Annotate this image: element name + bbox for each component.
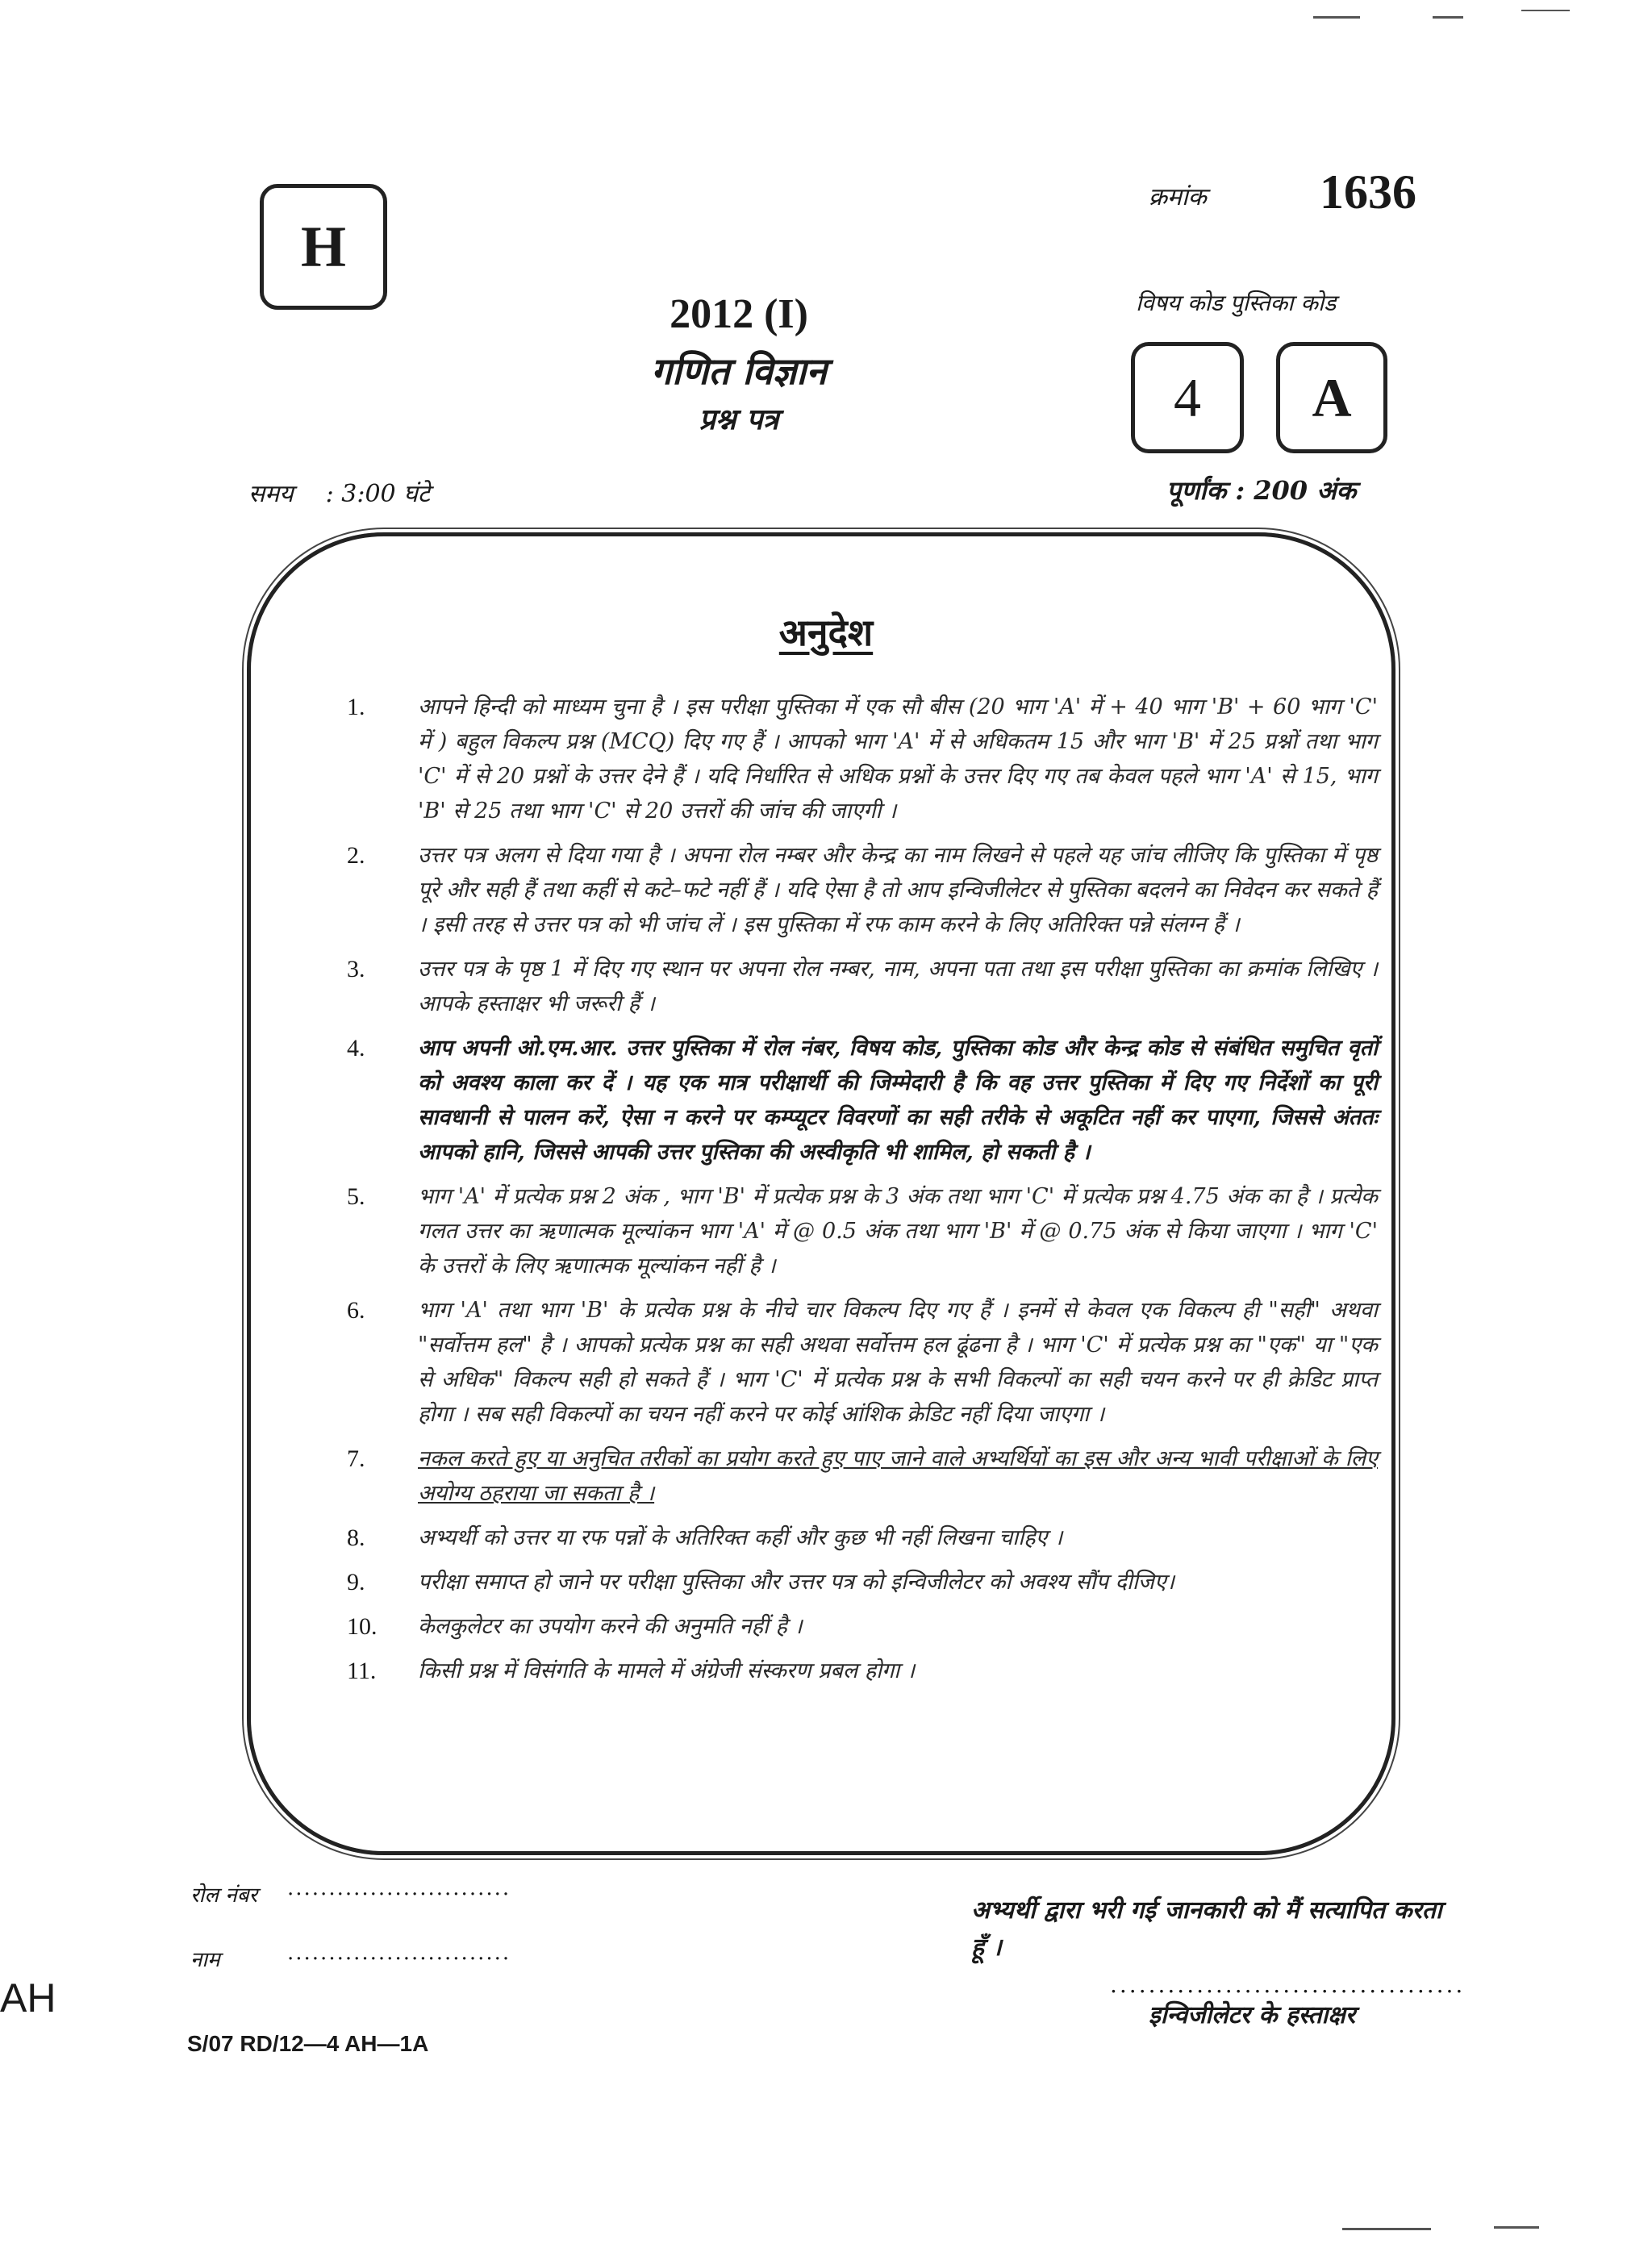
instruction-number: 1. bbox=[347, 694, 365, 720]
instruction-number: 11. bbox=[347, 1658, 377, 1684]
roll-number-label: रोल नंबर bbox=[190, 1883, 258, 1908]
instruction-number: 9. bbox=[347, 1569, 365, 1595]
scan-mark bbox=[1313, 16, 1360, 19]
instruction-number: 6. bbox=[347, 1297, 365, 1324]
instruction-item bbox=[347, 690, 1378, 828]
max-marks: पूर्णांक : 200 अंक bbox=[1166, 475, 1357, 506]
exam-year: 2012 (I) bbox=[670, 291, 808, 337]
instruction-text: किसी प्रश्न में विसंगति के मामले में अंग्रेजी संस्करण प्रबल होगा । bbox=[418, 1658, 916, 1683]
side-code: AH bbox=[0, 1975, 56, 2021]
instruction-text: उत्तर पत्र के पृष्ठ 1 में दिए गए स्थान पर अपना रोल नम्बर, नाम, अपना पता तथा इस परीक्षा पुस्तिका का क्रमांक लिखिए । आपके हस्ताक्षर भी जरूरी हैं । bbox=[418, 957, 1378, 1016]
instruction-item bbox=[347, 1179, 1378, 1283]
instruction-item bbox=[347, 1565, 1378, 1599]
subject-code: 4 bbox=[1174, 367, 1201, 428]
instruction-text: भाग 'A' में प्रत्येक प्रश्न 2 अंक , भाग 'B' में प्रत्येक प्रश्न के 3 अंक तथा भाग 'C' में प्रत्येक प्रश्न 4.75 अंक का है । प्रत्येक गलत उत्तर का ऋणात्मक मूल्यांकन भाग 'A' में @ 0.5 अंक तथा भाग 'B' में @ 0.75 अंक से किया जाएगा । भाग 'C' के उत्तरों के लिए ऋणात्मक मूल्यांकन नहीं है । bbox=[418, 1184, 1378, 1278]
instruction-number: 10. bbox=[347, 1613, 378, 1640]
instruction-item bbox=[347, 1654, 1378, 1688]
instruction-number: 5. bbox=[347, 1183, 365, 1210]
instruction-text: अभ्यर्थी को उत्तर या रफ पन्नों के अतिरिक्त कहीं और कुछ भी नहीं लिखना चाहिए । bbox=[418, 1525, 1063, 1550]
time-label: समय bbox=[248, 480, 294, 508]
name-label: नाम bbox=[190, 1948, 220, 1972]
instruction-item bbox=[347, 952, 1378, 1021]
instruction-item bbox=[347, 1609, 1378, 1644]
scan-mark bbox=[1342, 2228, 1431, 2230]
instruction-text: आपने हिन्दी को माध्यम चुना है । इस परीक्षा पुस्तिका में एक सौ बीस (20 भाग 'A' में + 40 भाग 'B' + 60 भाग 'C' में ) बहुल विकल्प प्रश्न (MCQ) दिए गए हैं । आपको भाग 'A' में से अधिकतम 15 और भाग 'B' में 25 प्रश्नों तथा भाग 'C' में से 20 प्रश्नों के उत्तर देने हैं । यदि निर्धारित से अधिक प्रश्नों के उत्तर दिए गए तब केवल पहले भाग 'A' से 15, भाग 'B' से 25 तथा भाग 'C' से 20 उत्तरों की जांच की जाएगी । bbox=[418, 694, 1378, 824]
instruction-number: 2. bbox=[347, 842, 365, 869]
invigilator-declaration: अभ्यर्थी द्वारा भरी गई जानकारी को मैं सत्यापित करता हूँ । bbox=[971, 1896, 1442, 1962]
scan-mark bbox=[1521, 10, 1570, 11]
time-value: : 3:00 घंटे bbox=[325, 480, 431, 508]
roll-number-field: ........................... bbox=[287, 1876, 511, 1900]
instruction-item bbox=[347, 1441, 1378, 1511]
instruction-number: 4. bbox=[347, 1035, 365, 1061]
invigilator-signature-label: इन्विजीलेटर के हस्ताक्षर bbox=[1149, 2001, 1356, 2029]
instruction-text: आप अपनी ओ.एम.आर. उत्तर पुस्तिका में रोल नंबर, विषय कोड, पुस्तिका कोड और केन्द्र कोड से संबंधित समुचित वृतों को अवश्य काला कर दें । यह एक मात्र परीक्षार्थी की जिम्मेदारी है कि वह उत्तर पुस्तिका में दिए गए निर्देशों का पूरी सावधानी से पालन करें, ऐसा न करने पर कम्प्यूटर विवरणों का सही तरीके से अकूटित नहीं कर पाएगा, जिससे अंततः आपको हानि, जिससे आपकी उत्तर पुस्तिका की अस्वीकृति भी शामिल, हो सकती है । bbox=[418, 1036, 1378, 1165]
signature-line: ..................................... bbox=[1110, 1971, 1466, 1998]
serial-label: क्रमांक bbox=[1149, 183, 1207, 211]
instructions-heading: अनुदेश bbox=[778, 611, 874, 654]
exam-paper: प्रश्न पत्र bbox=[699, 402, 779, 436]
instruction-text: भाग 'A' तथा भाग 'B' के प्रत्येक प्रश्न के नीचे चार विकल्प दिए गए हैं । इनमें से केवल एक विकल्प ही "सही" अथवा "सर्वोत्तम हल" है । आपको प्रत्येक प्रश्न का सही अथवा सर्वोत्तम हल ढूंढना है । भाग 'C' में प्रत्येक प्रश्न का "एक" या "एक से अधिक" विकल्प सही हो सकते हैं । भाग 'C' में प्रत्येक प्रश्न के सभी विकल्पों का सही चयन करने पर ही क्रेडिट प्राप्त होगा । सब सही विकल्पों का चयन नहीं करने पर कोई आंशिक क्रेडिट नहीं दिया जाएगा । bbox=[418, 1298, 1378, 1427]
instruction-item bbox=[347, 1031, 1378, 1170]
scan-mark bbox=[1494, 2226, 1539, 2229]
instruction-text: नकल करते हुए या अनुचित तरीकों का प्रयोग करते हुए पाए जाने वाले अभ्यर्थियों का इस और अन्य भावी परीक्षाओं के लिए अयोग्य ठहराया जा सकता है । bbox=[418, 1446, 1378, 1506]
code-labels: विषय कोड पुस्तिका कोड bbox=[1136, 290, 1337, 316]
instruction-text: केलकुलेटर का उपयोग करने की अनुमति नहीं है । bbox=[418, 1614, 803, 1639]
instruction-number: 8. bbox=[347, 1524, 365, 1551]
instruction-number: 3. bbox=[347, 956, 365, 982]
set-letter: H bbox=[300, 215, 346, 279]
instruction-item bbox=[347, 1520, 1378, 1555]
instructions-list bbox=[347, 690, 1378, 1698]
serial-number: 1636 bbox=[1320, 165, 1416, 219]
instruction-text: परीक्षा समाप्त हो जाने पर परीक्षा पुस्तिका और उत्तर पत्र को इन्विजीलेटर को अवश्य सौंप दीजिए। bbox=[418, 1570, 1175, 1595]
booklet-print-code: S/07 RD/12—4 AH—1A bbox=[187, 2031, 429, 2056]
time-line bbox=[248, 476, 430, 509]
instruction-text: उत्तर पत्र अलग से दिया गया है । अपना रोल नम्बर और केन्द्र का नाम लिखने से पहले यह जांच लीजिए कि पुस्तिका में पृष्ठ पूरे और सही हैं तथा कहीं से कटे–फटे नहीं हैं । यदि ऐसा है तो आप इन्विजीलेटर से पुस्तिका बदलने का निवेदन कर सकते हैं । इसी तरह से उत्तर पत्र को भी जांच लें । इस पुस्तिका में रफ काम करने के लिए अतिरिक्त पन्ने संलग्न हैं । bbox=[418, 843, 1378, 937]
exam-subject: गणित विज्ञान bbox=[651, 349, 827, 393]
instruction-item bbox=[347, 1293, 1378, 1432]
scan-mark bbox=[1433, 16, 1463, 19]
booklet-code: A bbox=[1312, 367, 1352, 428]
instruction-number: 7. bbox=[347, 1445, 365, 1472]
name-field: ........................... bbox=[287, 1941, 511, 1965]
instruction-item bbox=[347, 838, 1378, 942]
